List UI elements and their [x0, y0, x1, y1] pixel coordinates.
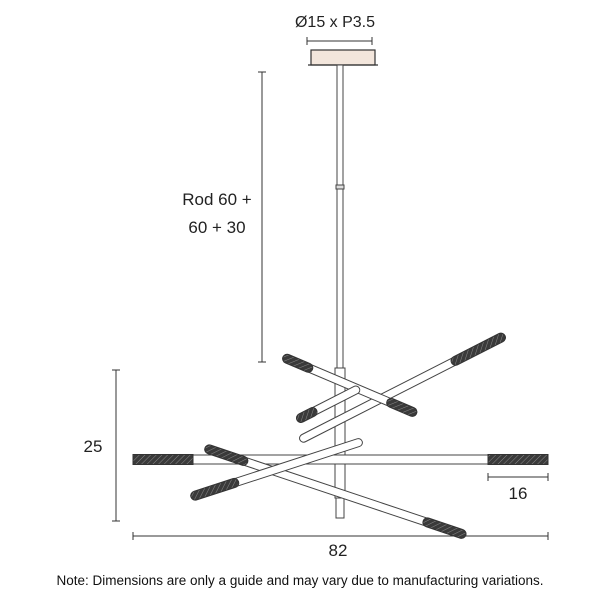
- height-dimension-label: 25: [83, 437, 103, 456]
- width-dimension-label: 82: [328, 541, 348, 560]
- canopy-dimension-label: Ø15 x P3.5: [294, 14, 376, 31]
- rod-dimension-label-line2: 60 + 30: [188, 218, 246, 237]
- ceiling-canopy: [308, 50, 378, 65]
- canopy-dimension-bracket: [307, 37, 372, 45]
- height-dimension-line: [112, 370, 120, 521]
- suspension-rod: [336, 65, 344, 369]
- rod-dimension-label-line1: Rod 60 +: [182, 190, 252, 209]
- light-arm-horizontal: [133, 455, 548, 465]
- tube-length-dimension-line: [488, 473, 548, 481]
- width-dimension-line: [133, 532, 548, 540]
- light-arm-upper-right: [298, 332, 507, 444]
- rod-dimension-line: [258, 72, 266, 362]
- tube-length-dimension-label: 16: [508, 484, 528, 503]
- disclaimer-note: Note: Dimensions are only a guide and may vary due to manufacturing variations.: [56, 573, 544, 588]
